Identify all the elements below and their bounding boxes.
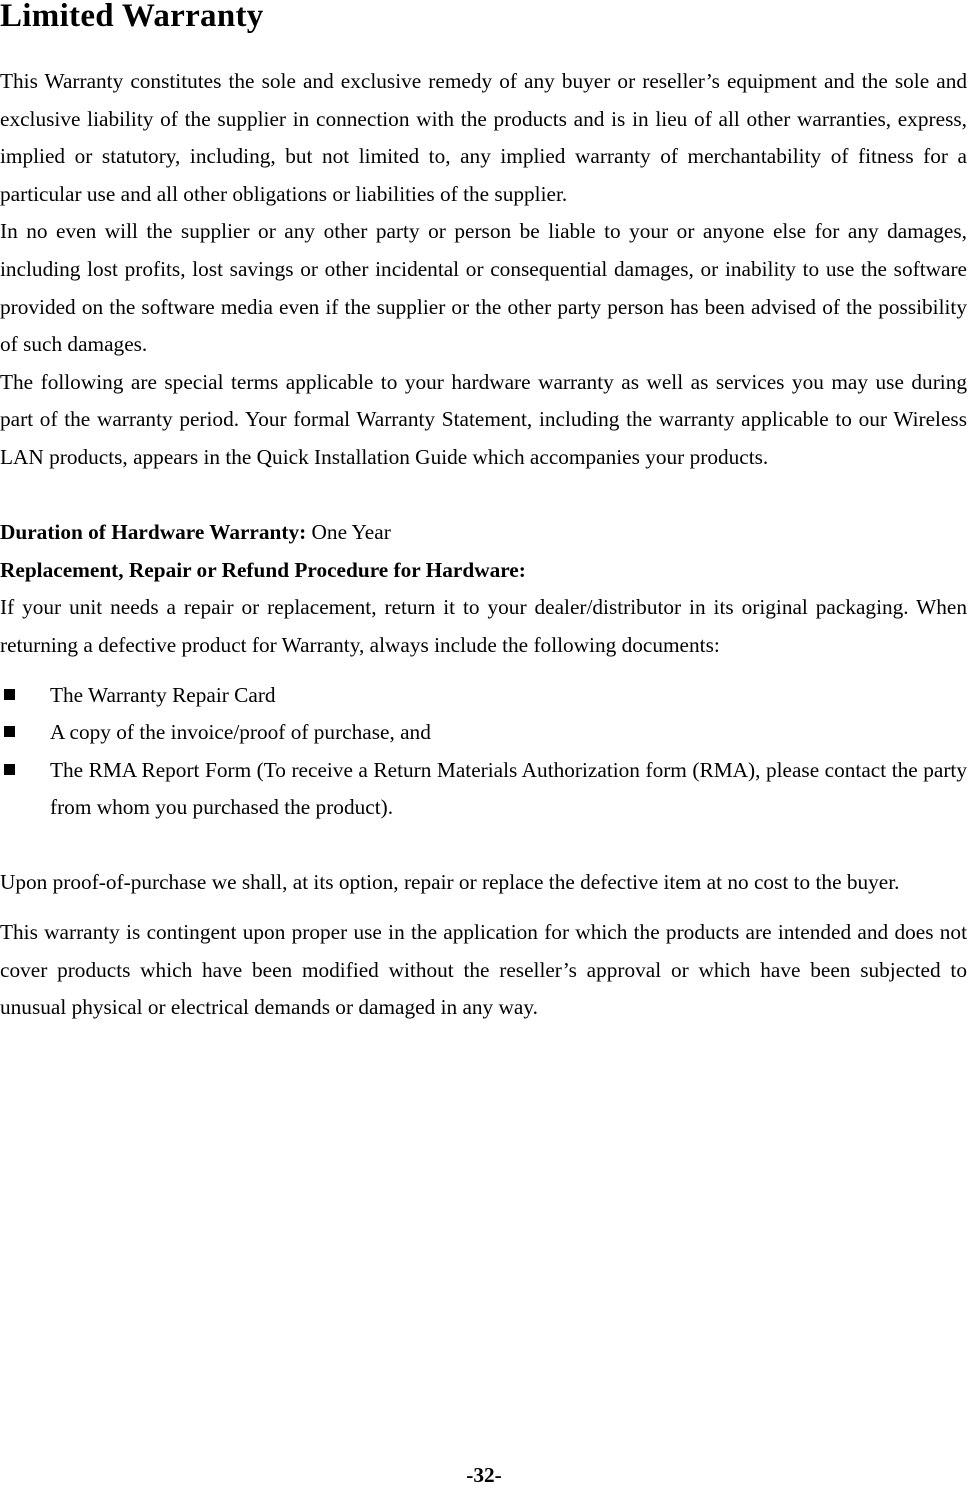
square-bullet-icon: [4, 726, 15, 737]
square-bullet-icon: [4, 689, 15, 700]
list-item: [0, 752, 967, 827]
list-item-text: A copy of the invoice/proof of purchase, and: [50, 720, 431, 745]
page-number: -32-: [466, 1463, 502, 1487]
procedure-heading: Replacement, Repair or Refund Procedure for Hardware:: [0, 557, 526, 582]
procedure-text: If your unit needs a repair or replacement, return it to your dealer/distributor in its original packaging. When returning a defective product for Warranty, always include the following documents:: [0, 595, 967, 657]
paragraph-exclusive-remedy: This Warranty constitutes the sole and exclusive remedy of any buyer or reseller’s equipment and the sole and exclusive liability of the supplier in connection with the products and is in lieu of all other warranties, express, implied or statutory, including, but not limited to, any implied warranty of merchantability of fitness for a particular use and all other obligations or liabilities of the supplier.: [0, 69, 967, 206]
square-bullet-icon: [4, 764, 15, 775]
page-title: Limited Warranty: [0, 0, 264, 34]
list-item: [0, 714, 967, 752]
list-item-text: The Warranty Repair Card: [50, 682, 276, 707]
paragraph-proof-of-purchase: Upon proof-of-purchase we shall, at its option, repair or replace the defective item at no cost to the buyer.: [0, 870, 900, 895]
duration-value: One Year: [306, 520, 391, 545]
list-item-text: The RMA Report Form (To receive a Return Materials Authorization form (RMA), please contact the party from whom you purchased the product).: [50, 757, 967, 820]
document-body: [0, 63, 967, 1027]
paragraph-contingent: This warranty is contingent upon proper use in the application for which the products are intended and does not cover products which have been modified without the reseller’s approval or which have been subjected to unusual physical or electrical demands or damaged in any way.: [0, 920, 967, 1020]
paragraph-liability: In no even will the supplier or any other party or person be liable to your or anyone else for any damages, including lost profits, lost savings or other incidental or consequential damages, or inability to use the software provided on the software media even if the supplier or the other party person has been advised of the possibility of such damages.: [0, 219, 967, 357]
list-item: [0, 677, 967, 715]
duration-label: Duration of Hardware Warranty:: [0, 520, 307, 545]
duration-line: [0, 514, 967, 552]
required-documents-list: [0, 677, 967, 827]
paragraph-special-terms: The following are special terms applicable to your hardware warranty as well as services you may use during part of the warranty period. Your formal Warranty Statement, including the warranty applicable to our Wireless LAN products, appears in the Quick Installation Guide which accompanies your products.: [0, 369, 967, 469]
